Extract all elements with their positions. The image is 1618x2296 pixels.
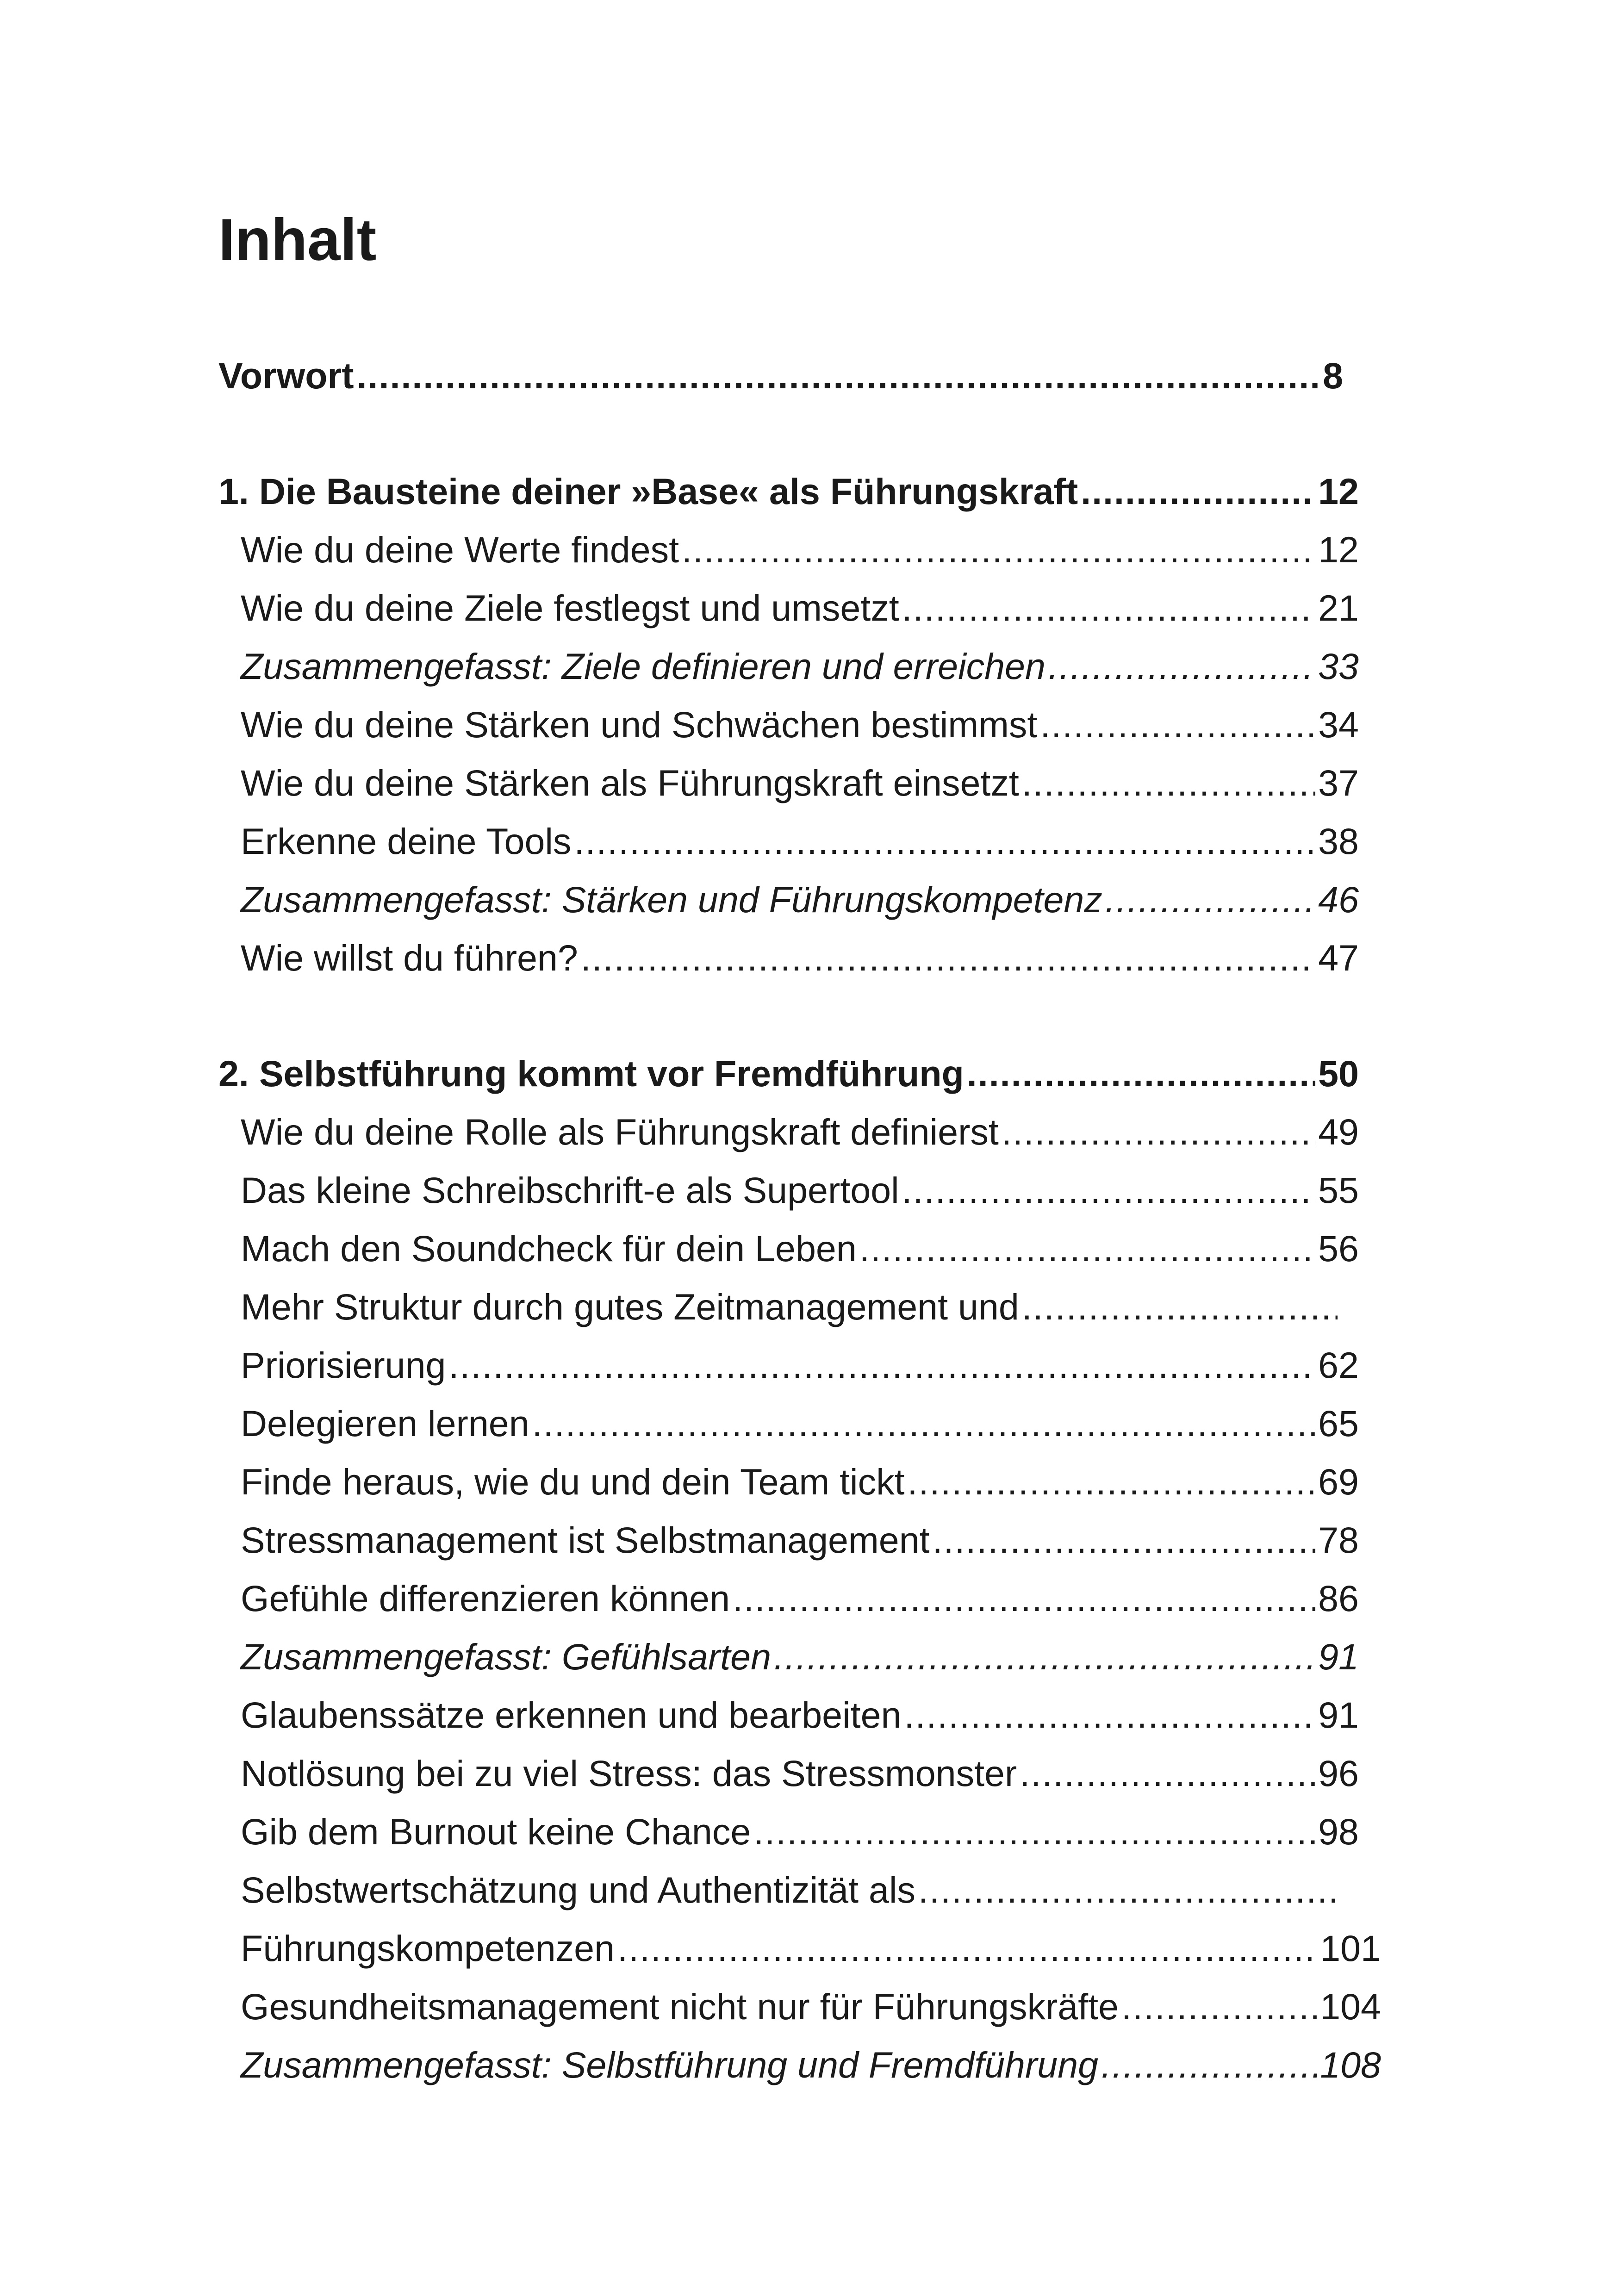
leader-dots xyxy=(357,357,1320,394)
toc-entry xyxy=(241,1230,1359,1267)
entry-page: 69 xyxy=(1318,1461,1359,1502)
toc-entry xyxy=(241,1988,1381,2025)
entry-page: 21 xyxy=(1318,587,1359,628)
entry-page: 55 xyxy=(1318,1170,1359,1211)
entry-title: Delegieren lernen xyxy=(241,1403,529,1444)
toc-entry xyxy=(241,1928,1381,1969)
leader-dots xyxy=(904,1697,1315,1733)
entry-page: 46 xyxy=(1318,879,1359,920)
entry-page: 12 xyxy=(1318,529,1359,570)
toc-entry xyxy=(241,762,1359,803)
entry-title: Priorisierung xyxy=(241,1344,446,1386)
leader-dots xyxy=(1048,648,1315,684)
leader-dots xyxy=(918,1872,1338,1908)
entry-page: 91 xyxy=(1318,1636,1359,1677)
leader-dots xyxy=(617,1930,1317,1966)
entry-page: 12 xyxy=(1318,471,1359,512)
toc-entry xyxy=(241,1344,1359,1386)
leader-dots xyxy=(581,940,1315,976)
entry-title: Gesundheitsmanagement nicht nur für Führungskräfte xyxy=(241,1986,1119,2027)
leader-dots xyxy=(1040,706,1315,743)
entry-title: Selbstwertschätzung und Authentizität als xyxy=(241,1869,915,1910)
entry-title: Das kleine Schreibschrift-e als Supertool xyxy=(241,1170,899,1211)
entry-title: Führungskompetenzen xyxy=(241,1928,615,1969)
toc-entry xyxy=(241,1170,1359,1211)
leader-dots xyxy=(1002,1114,1315,1150)
entry-title: Gefühle differenzieren können xyxy=(241,1578,730,1619)
page-title: Inhalt xyxy=(218,207,377,273)
leader-dots xyxy=(908,1463,1316,1500)
entry-title: Notlösung bei zu viel Stress: das Stressmonster xyxy=(241,1753,1017,1794)
entry-title: Wie du deine Rolle als Führungskraft definierst xyxy=(241,1111,999,1152)
entry-page: 50 xyxy=(1318,1053,1359,1094)
entry-title: Zusammengefasst: Ziele definieren und erreichen xyxy=(241,646,1045,687)
entry-title: Glaubenssätze erkennen und bearbeiten xyxy=(241,1694,902,1736)
entry-page: 91 xyxy=(1318,1694,1359,1736)
toc-entry xyxy=(241,531,1359,568)
entry-title: 1. Die Bausteine deiner »Base« als Führungskraft xyxy=(218,471,1078,512)
toc-entry-summary xyxy=(241,646,1359,687)
entry-title: Zusammengefasst: Gefühlsarten xyxy=(241,1636,772,1677)
toc-entry-summary xyxy=(241,2044,1381,2085)
leader-dots xyxy=(1101,2047,1317,2083)
toc-entry xyxy=(241,937,1359,978)
entry-title: Zusammengefasst: Selbstführung und Fremdführung xyxy=(241,2044,1099,2085)
entry-page: 33 xyxy=(1318,646,1359,687)
entry-page: 37 xyxy=(1318,762,1359,803)
entry-page: 86 xyxy=(1318,1578,1359,1619)
entry-title: Wie du deine Werte findest xyxy=(241,529,679,570)
entry-title: Stressmanagement ist Selbstmanagement xyxy=(241,1519,930,1561)
entry-page: 78 xyxy=(1318,1519,1359,1561)
toc-entry xyxy=(241,1755,1359,1792)
entry-page: 34 xyxy=(1318,704,1359,745)
entry-page: 104 xyxy=(1320,1986,1381,2027)
toc-entry xyxy=(241,1519,1359,1561)
leader-dots xyxy=(1022,765,1315,801)
leader-dots xyxy=(774,1638,1315,1675)
toc-entry xyxy=(241,821,1359,862)
entry-page: 38 xyxy=(1318,821,1359,862)
toc-entry xyxy=(241,1463,1359,1500)
entry-page: 56 xyxy=(1318,1228,1359,1269)
entry-title: 2. Selbstführung kommt vor Fremdführung xyxy=(218,1053,964,1094)
toc-entry-summary xyxy=(241,1638,1359,1675)
toc-entry xyxy=(241,1288,1340,1325)
toc-entry xyxy=(241,706,1359,743)
entry-title: Wie du deine Stärken als Führungskraft einsetzt xyxy=(241,762,1019,803)
entry-title: Wie willst du führen? xyxy=(241,937,578,978)
leader-dots xyxy=(574,823,1315,859)
leader-dots xyxy=(1081,473,1315,510)
toc-entry xyxy=(241,1580,1359,1617)
entry-page: 49 xyxy=(1318,1111,1359,1152)
leader-dots xyxy=(933,1522,1316,1558)
toc-entry xyxy=(241,1111,1359,1152)
leader-dots xyxy=(1022,1288,1338,1325)
entry-title: Zusammengefasst: Stärken und Führungskompetenz xyxy=(241,879,1102,920)
leader-dots xyxy=(1020,1755,1315,1792)
leader-dots xyxy=(733,1580,1315,1617)
toc-entry xyxy=(241,1405,1359,1442)
entry-page: 108 xyxy=(1320,2044,1381,2085)
entry-page: 101 xyxy=(1320,1928,1381,1969)
toc-entry xyxy=(241,1869,1340,1910)
entry-page: 65 xyxy=(1318,1403,1359,1444)
entry-title: Vorwort xyxy=(218,355,354,396)
leader-dots xyxy=(682,531,1315,568)
toc-entry-vorwort xyxy=(218,357,1343,394)
entry-title: Wie du deine Ziele festlegst und umsetzt xyxy=(241,587,899,628)
toc-entry-chapter-2 xyxy=(218,1055,1359,1092)
toc-entry xyxy=(241,1694,1359,1736)
toc-entry xyxy=(241,587,1359,628)
entry-title: Wie du deine Stärken und Schwächen bestimmst xyxy=(241,704,1038,745)
toc-entry-summary xyxy=(241,881,1359,918)
entry-page: 47 xyxy=(1318,937,1359,978)
entry-page: 98 xyxy=(1318,1811,1359,1852)
entry-page: 62 xyxy=(1318,1344,1359,1386)
leader-dots xyxy=(753,1813,1315,1850)
entry-title: Mehr Struktur durch gutes Zeitmanagement und xyxy=(241,1286,1019,1327)
entry-title: Erkenne deine Tools xyxy=(241,821,572,862)
toc-entry xyxy=(241,1813,1359,1850)
leader-dots xyxy=(448,1347,1315,1383)
toc-entry-chapter-1 xyxy=(218,473,1359,510)
leader-dots xyxy=(902,1172,1315,1208)
leader-dots xyxy=(902,590,1315,626)
leader-dots xyxy=(859,1230,1315,1267)
leader-dots xyxy=(532,1405,1315,1442)
entry-title: Gib dem Burnout keine Chance xyxy=(241,1811,751,1852)
entry-title: Mach den Soundcheck für dein Leben xyxy=(241,1228,857,1269)
leader-dots xyxy=(1105,881,1315,918)
entry-page: 8 xyxy=(1323,355,1343,396)
leader-dots xyxy=(1121,1988,1317,2025)
entry-title: Finde heraus, wie du und dein Team tickt xyxy=(241,1461,905,1502)
entry-page: 96 xyxy=(1318,1753,1359,1794)
leader-dots xyxy=(967,1055,1315,1092)
